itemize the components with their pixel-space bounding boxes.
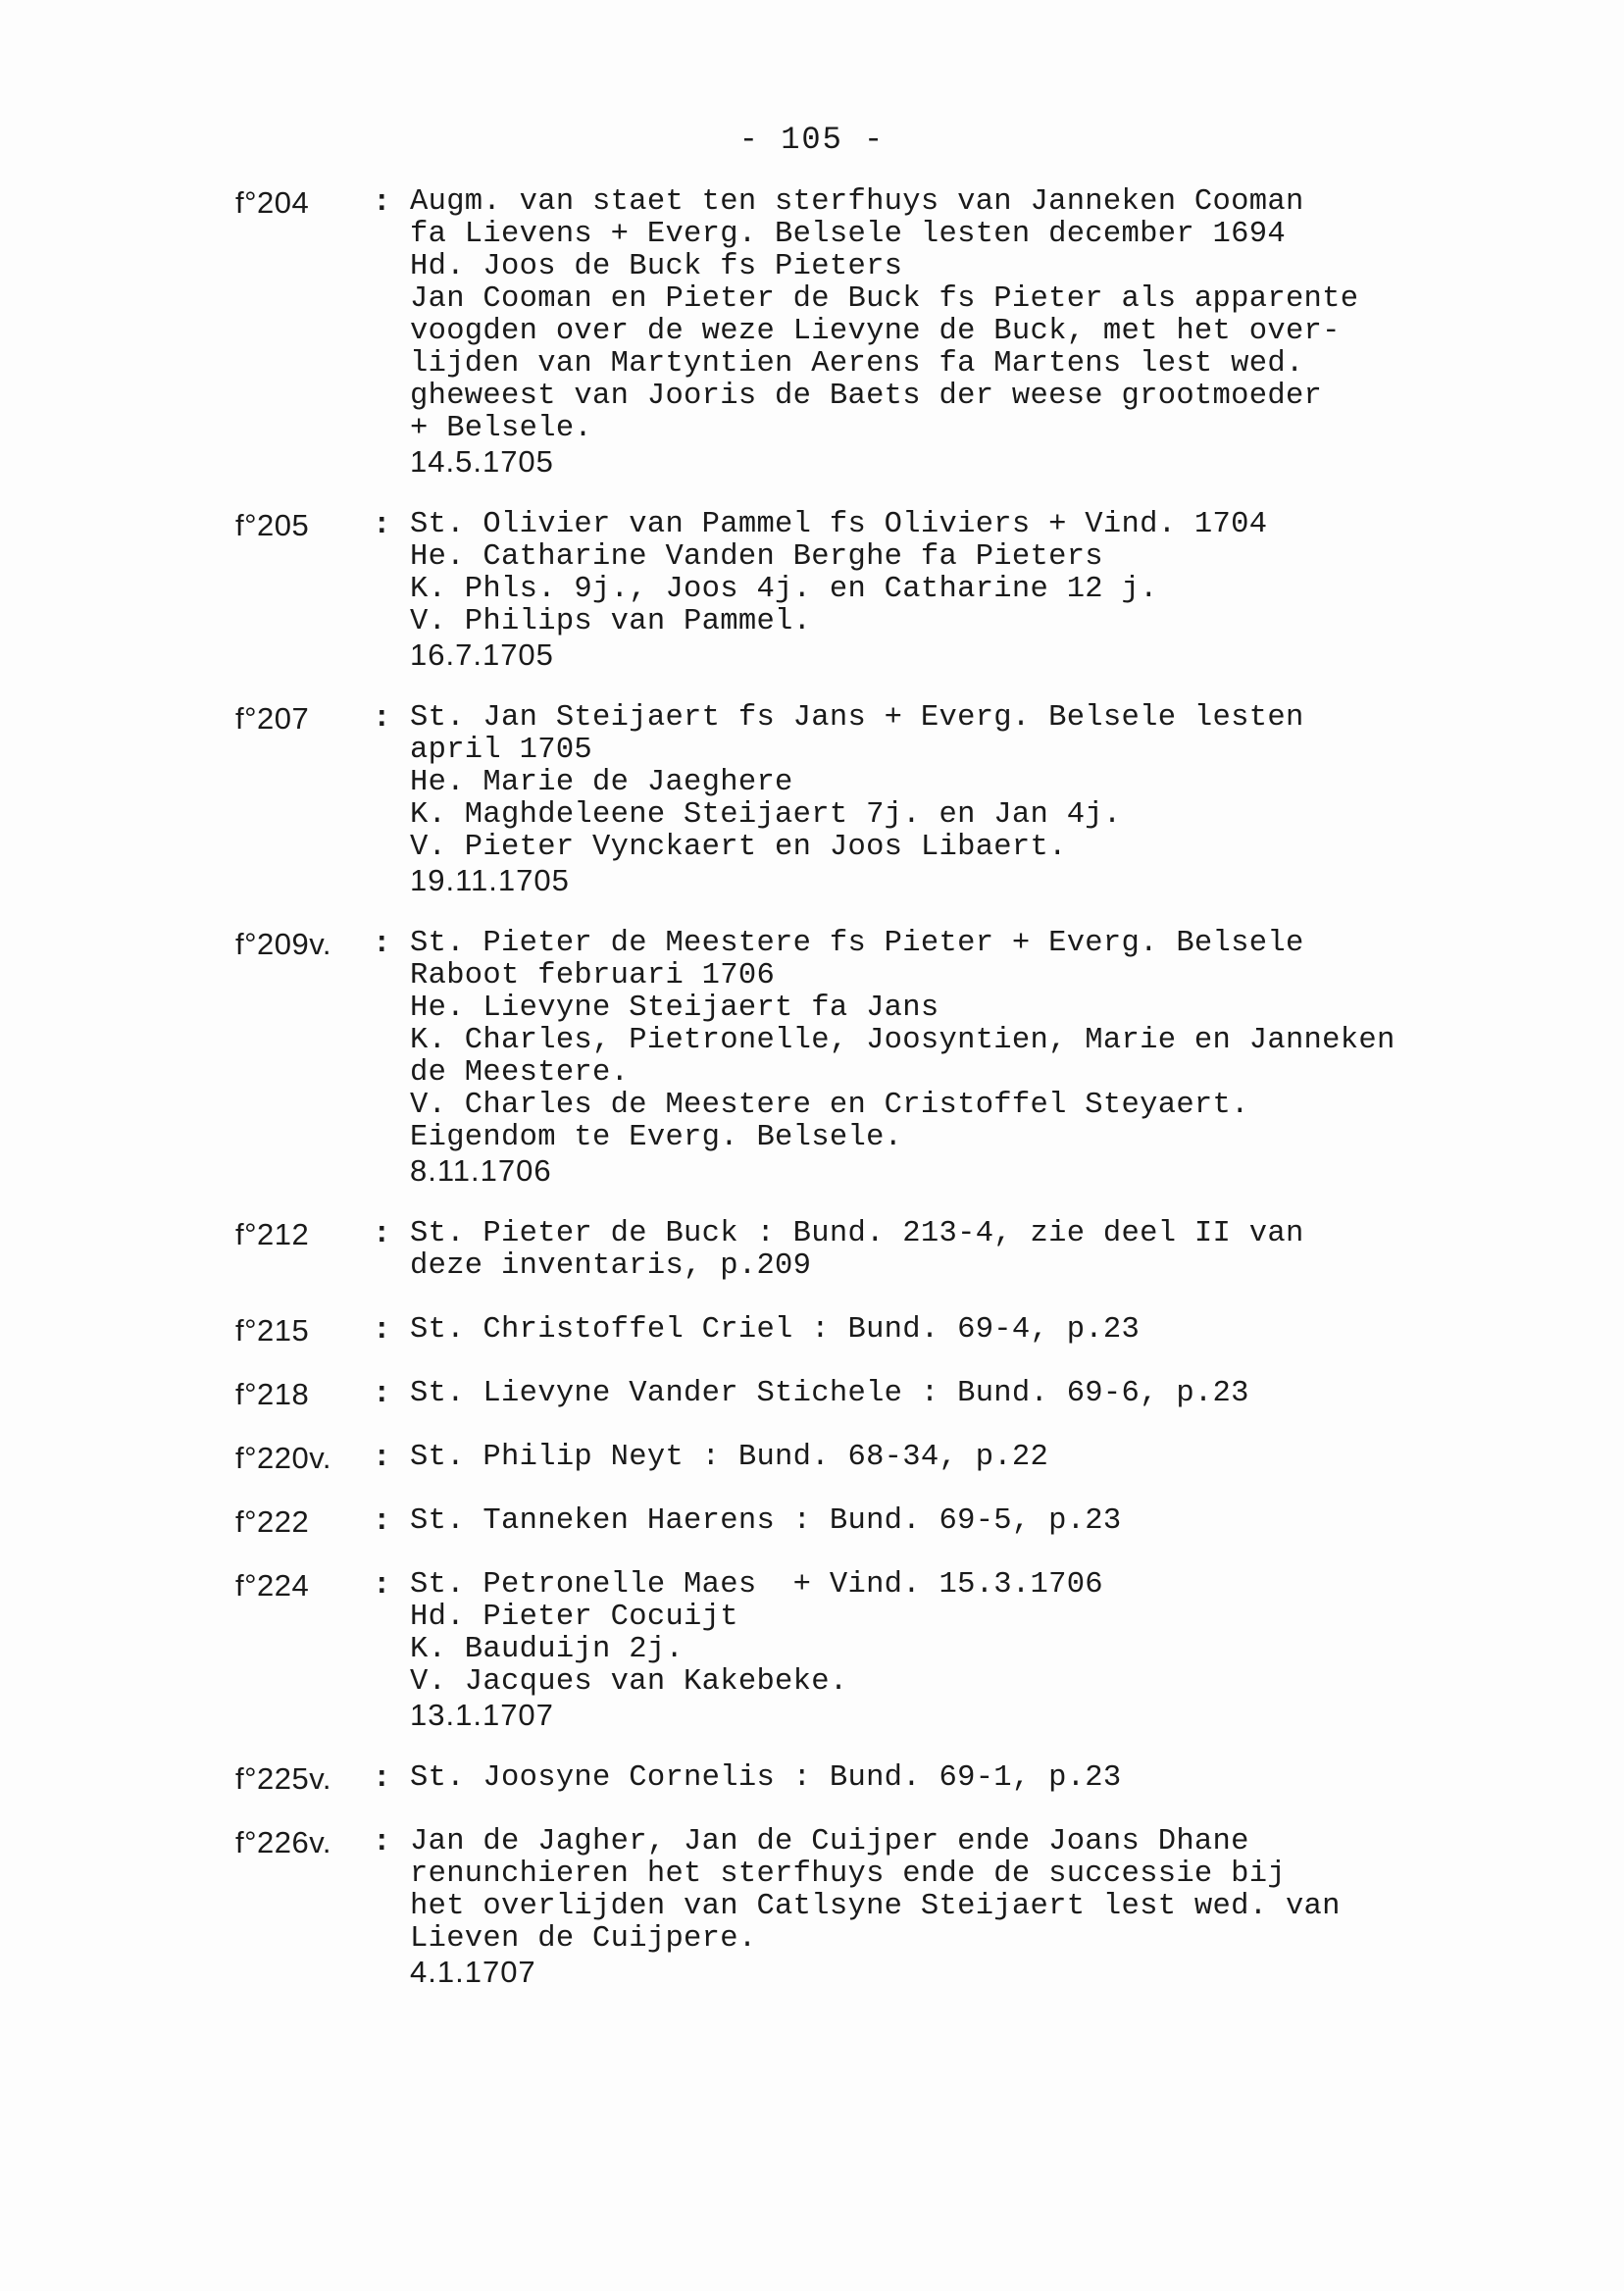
- entry-text-line: St. Pieter de Meestere fs Pieter + Everg. Belsele: [410, 927, 1304, 960]
- folio-separator: :: [373, 1568, 391, 1603]
- folio-separator: :: [373, 1377, 391, 1411]
- entry-text-line: He. Marie de Jaeghere: [410, 766, 793, 799]
- entry-text-line: K. Bauduijn 2j.: [410, 1633, 685, 1666]
- entry-text-line: St. Christoffel Criel : Bund. 69-4, p.23: [410, 1313, 1141, 1347]
- inventory-entry: [235, 928, 1510, 1187]
- entry-date: 13.1.1707: [410, 1698, 554, 1732]
- entry-text-line: St. Lievyne Vander Stichele : Bund. 69-6, p.23: [410, 1377, 1249, 1410]
- entry-body: [410, 186, 1510, 478]
- inventory-entry: [235, 1442, 1510, 1474]
- entry-text-line: St. Pieter de Buck : Bund. 213-4, zie deel II van: [410, 1217, 1304, 1250]
- folio-separator: :: [373, 1313, 391, 1348]
- entry-text-line: lijden van Martyntien Aerens fa Martens lest wed.: [410, 347, 1304, 381]
- entry-text-line: voogden over de weze Lievyne de Buck, met het over-: [410, 315, 1341, 348]
- entry-text-line: St. Joosyne Cornelis : Bund. 69-1, p.23: [410, 1761, 1122, 1795]
- entry-text-line: deze inventaris, p.209: [410, 1249, 812, 1283]
- folio-number: f°222: [235, 1504, 310, 1539]
- entry-body: [410, 702, 1510, 896]
- folio-number: f°215: [235, 1313, 310, 1348]
- entry-text-line: K. Charles, Pietronelle, Joosyntien, Marie en Janneken: [410, 1024, 1396, 1057]
- folio-separator: :: [373, 1217, 391, 1251]
- entry-text-line: V. Charles de Meestere en Cristoffel Steyaert.: [410, 1089, 1249, 1122]
- folio-separator: :: [373, 927, 391, 961]
- entry-text-line: april 1705: [410, 734, 593, 767]
- folio-number: f°207: [235, 701, 310, 736]
- entry-date: 16.7.1705: [410, 637, 554, 672]
- entry-text-line: Augm. van staet ten sterfhuys van Janneken Cooman: [410, 185, 1304, 219]
- entry-text-line: Hd. Pieter Cocuijt: [410, 1601, 738, 1634]
- entry-text-line: + Belsele.: [410, 412, 593, 445]
- folio-separator: :: [373, 185, 391, 220]
- inventory-entry: [235, 186, 1510, 478]
- folio-separator: :: [373, 1761, 391, 1796]
- entry-text-line: St. Philip Neyt : Bund. 68-34, p.22: [410, 1441, 1049, 1474]
- entry-body: [410, 1378, 1510, 1410]
- inventory-entry: [235, 1762, 1510, 1795]
- entry-body: [410, 928, 1510, 1187]
- entry-text-line: renunchieren het sterfhuys ende de successie bij: [410, 1858, 1286, 1891]
- entry-text-line: St. Tanneken Haerens : Bund. 69-5, p.23: [410, 1504, 1122, 1538]
- entry-text-line: He. Catharine Vanden Berghe fa Pieters: [410, 540, 1103, 574]
- entry-body: [410, 1442, 1510, 1474]
- folio-number: f°205: [235, 508, 310, 542]
- folio-separator: :: [373, 1504, 391, 1539]
- entry-body: [410, 1762, 1510, 1795]
- folio-separator: :: [373, 1825, 391, 1859]
- inventory-entry: [235, 1826, 1510, 1988]
- folio-number: f°226v.: [235, 1825, 332, 1859]
- entry-body: [410, 509, 1510, 671]
- entry-text-line: gheweest van Jooris de Baets der weese grootmoeder: [410, 380, 1323, 413]
- page-number: - 105 -: [738, 122, 886, 158]
- entry-body: [410, 1314, 1510, 1347]
- inventory-entry: [235, 1314, 1510, 1347]
- folio-number: f°212: [235, 1217, 310, 1251]
- entry-text-line: Eigendom te Everg. Belsele.: [410, 1121, 903, 1154]
- folio-number: f°204: [235, 185, 310, 220]
- inventory-entry: [235, 1378, 1510, 1410]
- entry-text-line: St. Petronelle Maes + Vind. 15.3.1706: [410, 1568, 1103, 1602]
- entry-text-line: St. Jan Steijaert fs Jans + Everg. Belsele lesten: [410, 701, 1304, 735]
- folio-separator: :: [373, 1441, 391, 1475]
- folio-separator: :: [373, 701, 391, 736]
- entry-date: 14.5.1705: [410, 444, 554, 479]
- entry-text-line: Hd. Joos de Buck fs Pieters: [410, 250, 903, 283]
- entry-date: 19.11.1705: [410, 863, 570, 897]
- entry-date: 4.1.1707: [410, 1955, 536, 1989]
- entry-text-line: de Meestere.: [410, 1056, 630, 1090]
- entry-text-line: Jan Cooman en Pieter de Buck fs Pieter als apparente: [410, 282, 1359, 316]
- entry-text-line: Jan de Jagher, Jan de Cuijper ende Joans Dhane: [410, 1825, 1249, 1858]
- entry-date: 8.11.1706: [410, 1153, 552, 1188]
- inventory-entries: [235, 186, 1510, 2019]
- entry-text-line: V. Pieter Vynckaert en Joos Libaert.: [410, 831, 1067, 864]
- entry-text-line: fa Lievens + Everg. Belsele lesten december 1694: [410, 218, 1286, 251]
- entry-body: [410, 1826, 1510, 1988]
- inventory-entry: [235, 509, 1510, 671]
- entry-text-line: St. Olivier van Pammel fs Oliviers + Vind. 1704: [410, 508, 1268, 541]
- entry-text-line: Raboot februari 1706: [410, 959, 776, 993]
- folio-number: f°209v.: [235, 927, 332, 961]
- folio-number: f°218: [235, 1377, 310, 1411]
- entry-body: [410, 1569, 1510, 1731]
- inventory-entry: [235, 1505, 1510, 1538]
- entry-text-line: K. Phls. 9j., Joos 4j. en Catharine 12 j.: [410, 573, 1158, 606]
- entry-text-line: He. Lievyne Steijaert fa Jans: [410, 992, 939, 1025]
- entry-text-line: K. Maghdeleene Steijaert 7j. en Jan 4j.: [410, 798, 1122, 832]
- entry-text-line: V. Philips van Pammel.: [410, 605, 812, 638]
- entry-text-line: het overlijden van Catlsyne Steijaert lest wed. van: [410, 1890, 1341, 1923]
- entry-text-line: Lieven de Cuijpere.: [410, 1922, 757, 1956]
- folio-number: f°225v.: [235, 1761, 332, 1796]
- entry-body: [410, 1218, 1510, 1283]
- entry-body: [410, 1505, 1510, 1538]
- folio-separator: :: [373, 508, 391, 542]
- folio-number: f°220v.: [235, 1441, 332, 1475]
- folio-number: f°224: [235, 1568, 310, 1603]
- entry-text-line: V. Jacques van Kakebeke.: [410, 1665, 848, 1699]
- inventory-entry: [235, 1218, 1510, 1283]
- inventory-entry: [235, 702, 1510, 896]
- inventory-entry: [235, 1569, 1510, 1731]
